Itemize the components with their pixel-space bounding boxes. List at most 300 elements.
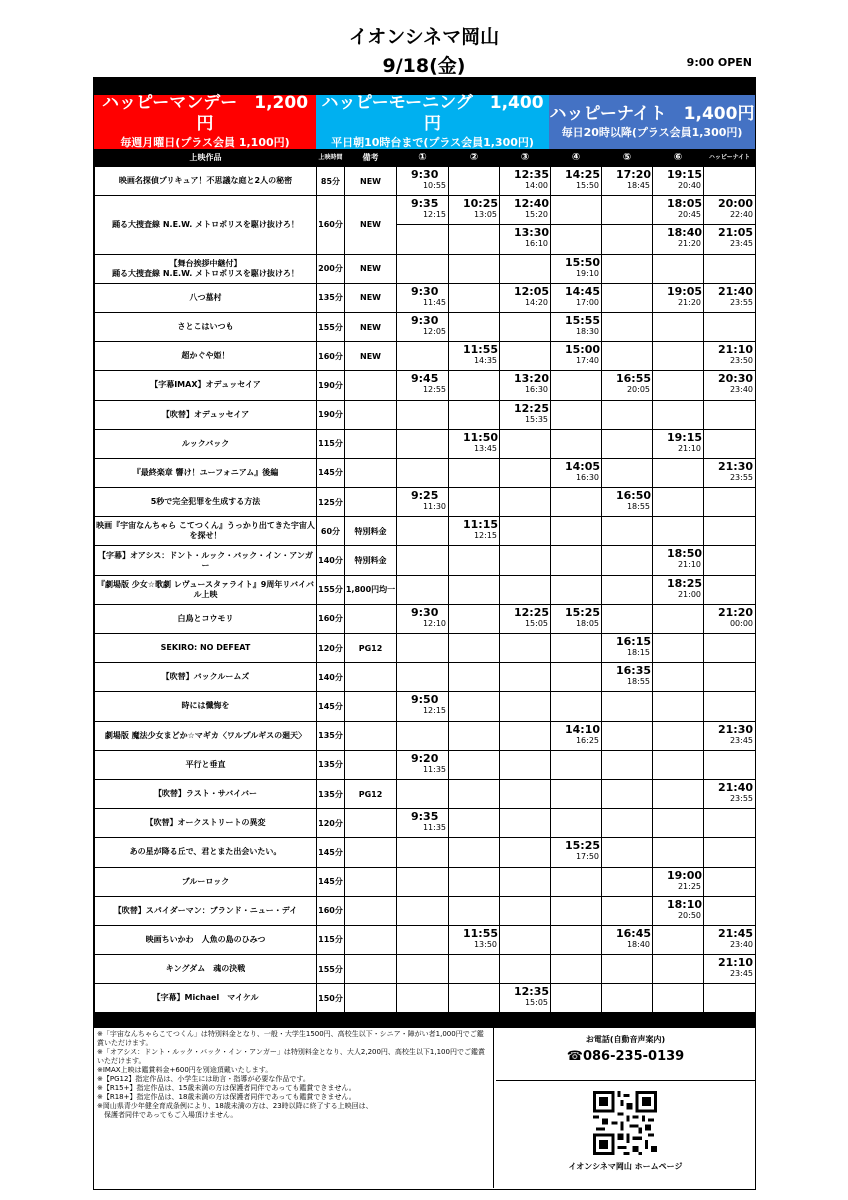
end-time: 23:50 (729, 356, 753, 366)
showtime-cell (551, 779, 602, 808)
start-time: 12:35 (514, 985, 550, 999)
schedule-table (94, 149, 756, 1013)
showtime-cell (704, 312, 756, 341)
showtime-cell[interactable] (551, 721, 602, 750)
showtime-cell (602, 254, 653, 283)
showtime-cell (449, 400, 500, 429)
showtime-cell (602, 400, 653, 429)
showtime-cell (704, 546, 756, 575)
banner-subtitle: 毎週月曜日(プラス会員 1,100円) (120, 136, 290, 149)
movie-note: 特別料金 (345, 546, 397, 575)
showtime-cell (551, 984, 602, 1013)
showtime-cell[interactable] (602, 488, 653, 517)
movie-title: あの星が降る丘で、君とまた出会いたい。 (95, 838, 317, 867)
movie-title: 【吹替】スパイダーマン：ブランド・ニュー・デイ (95, 896, 317, 925)
movie-title: ルックバック (95, 429, 317, 458)
start-time: 16:35 (616, 664, 652, 678)
col-slot-5: ⑤ (602, 150, 653, 167)
end-time: 11:35 (422, 823, 446, 833)
showtime-cell (653, 488, 704, 517)
showtime-cell (449, 692, 500, 721)
end-time: 15:35 (524, 414, 548, 424)
end-time: 12:15 (473, 531, 497, 541)
showtime-cell (602, 312, 653, 341)
table-row (95, 663, 756, 692)
start-time: 14:05 (565, 459, 601, 473)
movie-note: NEW (345, 254, 397, 283)
movie-title: 超かぐや姫！ (95, 342, 317, 371)
showtime-cell[interactable] (602, 925, 653, 954)
movie-runtime: 150分 (317, 984, 345, 1013)
start-time: 17:20 (616, 168, 652, 181)
col-happy-night: ハッピーナイト (704, 150, 756, 167)
start-time: 16:45 (616, 926, 652, 940)
showtime-cell[interactable] (449, 196, 500, 225)
showtime-cell (397, 663, 449, 692)
table-row (95, 196, 756, 225)
showtime-cell (551, 225, 602, 254)
movie-runtime: 145分 (317, 838, 345, 867)
showtime-cell[interactable] (653, 546, 704, 575)
showtime-cell (653, 779, 704, 808)
movie-runtime: 125分 (317, 488, 345, 517)
showtime-cell[interactable] (397, 196, 449, 225)
table-row (95, 779, 756, 808)
movie-title: 劇場版 魔法少女まどか☆マギカ〈ワルプルギスの廻天〉 (95, 721, 317, 750)
movie-note (345, 750, 397, 779)
showtime-cell[interactable] (551, 838, 602, 867)
showtime-cell (449, 546, 500, 575)
showtime-cell (551, 546, 602, 575)
movie-runtime: 120分 (317, 634, 345, 663)
cinema-title: イオンシネマ岡山 (348, 26, 500, 48)
table-row (95, 750, 756, 779)
table-row (95, 429, 756, 458)
movie-title: 『最終楽章 響け！ユーフォニアム』後編 (95, 458, 317, 487)
movie-note: NEW (345, 312, 397, 341)
end-time: 12:15 (422, 706, 446, 716)
table-row (95, 458, 756, 487)
end-time: 23:40 (729, 385, 753, 395)
showtime-cell (602, 867, 653, 896)
showtime-cell[interactable] (653, 283, 704, 312)
showtime-cell (397, 838, 449, 867)
showtime-cell (653, 838, 704, 867)
showtime-cell (449, 867, 500, 896)
movie-runtime: 135分 (317, 750, 345, 779)
showtime-cell (500, 634, 551, 663)
showtime-cell[interactable] (500, 283, 551, 312)
showtime-cell[interactable] (397, 283, 449, 312)
start-time: 15:25 (565, 839, 601, 853)
start-time: 18:40 (667, 226, 703, 240)
showtime-cell (551, 371, 602, 400)
movie-runtime: 115分 (317, 925, 345, 954)
end-time: 18:40 (626, 939, 650, 949)
movie-title: 八つ墓村 (95, 283, 317, 312)
showtime-cell (500, 488, 551, 517)
start-time: 13:20 (514, 372, 550, 386)
showtime-cell[interactable] (397, 371, 449, 400)
start-time: 21:10 (718, 343, 754, 357)
showtime-cell (653, 663, 704, 692)
showtime-cell[interactable] (704, 721, 756, 750)
showtime-cell (551, 634, 602, 663)
table-header-row (95, 150, 756, 167)
showtime-cell[interactable] (704, 196, 756, 225)
banner-title: ハッピーマンデー 1,200円 (101, 93, 309, 134)
showtime-cell (551, 196, 602, 225)
showtime-cell[interactable] (551, 254, 602, 283)
movie-runtime: 135分 (317, 283, 345, 312)
movie-runtime: 85分 (317, 167, 345, 196)
showtime-cell (704, 254, 756, 283)
col-slot-6: ⑥ (653, 150, 704, 167)
price-banners (94, 95, 755, 149)
start-time: 11:15 (463, 518, 499, 532)
start-time: 21:20 (718, 605, 754, 619)
start-time: 12:25 (514, 605, 550, 619)
showtime-cell (500, 809, 551, 838)
end-time: 12:55 (422, 385, 446, 395)
col-note: 備考 (345, 150, 397, 167)
table-row (95, 692, 756, 721)
movie-runtime: 140分 (317, 546, 345, 575)
showtime-cell[interactable] (602, 634, 653, 663)
start-time: 9:35 (411, 197, 439, 211)
movie-runtime: 60分 (317, 517, 345, 546)
showtime-cell[interactable] (704, 342, 756, 371)
showtime-cell (500, 546, 551, 575)
showtime-cell (397, 955, 449, 984)
start-time: 16:50 (616, 489, 652, 503)
showtime-cell (704, 663, 756, 692)
showtime-cell[interactable] (551, 312, 602, 341)
start-time: 19:15 (667, 430, 703, 444)
showtime-cell[interactable] (704, 458, 756, 487)
movie-note (345, 867, 397, 896)
end-time: 14:00 (524, 181, 548, 190)
start-time: 11:55 (463, 926, 499, 940)
movie-title: 【吹替】ラスト・サバイバー (95, 779, 317, 808)
showtime-cell (551, 575, 602, 604)
showtime-cell[interactable] (397, 750, 449, 779)
showtime-cell (704, 896, 756, 925)
showtime-cell (500, 896, 551, 925)
showtime-cell (500, 575, 551, 604)
showtime-cell[interactable] (704, 779, 756, 808)
end-time: 21:25 (677, 881, 701, 891)
movie-runtime: 135分 (317, 779, 345, 808)
showtime-cell[interactable] (449, 925, 500, 954)
end-time: 23:40 (729, 939, 753, 949)
showtime-cell (653, 312, 704, 341)
showtime-cell (500, 955, 551, 984)
showtime-cell[interactable] (653, 196, 704, 225)
showtime-cell (704, 488, 756, 517)
start-time: 12:40 (514, 197, 550, 211)
start-time: 21:40 (718, 780, 754, 794)
showtime-cell (397, 517, 449, 546)
showtime-cell (397, 254, 449, 283)
showtime-cell (704, 429, 756, 458)
showtime-cell (397, 458, 449, 487)
showtime-cell[interactable] (500, 400, 551, 429)
showtime-cell (602, 575, 653, 604)
start-time: 20:30 (718, 372, 754, 386)
schedule-body (95, 167, 756, 1013)
end-time: 19:10 (575, 268, 599, 278)
movie-note: NEW (345, 283, 397, 312)
end-time: 23:45 (729, 239, 753, 249)
showtime-cell[interactable] (653, 867, 704, 896)
start-time: 15:00 (565, 343, 601, 357)
showtime-cell (602, 838, 653, 867)
showtime-cell[interactable] (397, 488, 449, 517)
movie-runtime: 160分 (317, 896, 345, 925)
table-row (95, 809, 756, 838)
banner-happy-monday (94, 95, 316, 149)
showtime-cell[interactable] (397, 809, 449, 838)
start-time: 21:30 (718, 459, 754, 473)
showtime-cell[interactable] (653, 429, 704, 458)
schedule-frame (93, 77, 756, 1014)
showtime-cell (397, 779, 449, 808)
end-time: 18:15 (626, 648, 650, 657)
showtime-cell (704, 838, 756, 867)
showtime-cell (500, 779, 551, 808)
end-time: 17:40 (575, 356, 599, 366)
showtime-cell[interactable] (653, 225, 704, 254)
movie-note (345, 838, 397, 867)
end-time: 21:20 (677, 239, 701, 249)
showtime-cell[interactable] (500, 225, 551, 254)
start-time: 15:55 (565, 313, 601, 327)
showtime-cell[interactable] (653, 575, 704, 604)
showtime-cell[interactable] (653, 896, 704, 925)
end-time: 18:30 (575, 326, 599, 336)
showtime-cell (397, 984, 449, 1013)
movie-runtime: 160分 (317, 342, 345, 371)
qr-box (496, 1081, 755, 1189)
col-title: 上映作品 (95, 150, 317, 167)
banner-happy-night (549, 95, 755, 149)
movie-title: ブルーロック (95, 867, 317, 896)
phone-number[interactable]: ☎086-235-0139 (566, 1049, 685, 1064)
movie-note (345, 721, 397, 750)
showtime-cell (704, 634, 756, 663)
showtime-cell (500, 867, 551, 896)
showtime-cell[interactable] (704, 604, 756, 633)
showtime-cell[interactable] (551, 458, 602, 487)
showtime-cell (602, 809, 653, 838)
table-row (95, 167, 756, 196)
end-time: 14:20 (524, 297, 548, 307)
note-line: 保護者同伴であってもご入場頂けません。 (97, 1111, 238, 1119)
movie-note: 特別料金 (345, 517, 397, 546)
showtime-cell[interactable] (602, 167, 653, 196)
showtime-cell (449, 838, 500, 867)
showtime-cell (449, 721, 500, 750)
showtime-cell (449, 955, 500, 984)
showtime-cell[interactable] (500, 604, 551, 633)
showtime-cell (653, 692, 704, 721)
start-time: 19:00 (667, 868, 703, 882)
end-time: 15:50 (575, 181, 599, 190)
showtime-cell (551, 517, 602, 546)
end-time: 21:10 (677, 560, 701, 570)
showtime-cell (551, 400, 602, 429)
start-time: 14:10 (565, 722, 601, 736)
end-time: 12:05 (422, 326, 446, 336)
showtime-cell (704, 517, 756, 546)
showtime-cell (397, 867, 449, 896)
end-time: 16:25 (575, 735, 599, 745)
end-time: 20:50 (677, 910, 701, 920)
end-time: 23:55 (729, 472, 753, 482)
showtime-cell (653, 925, 704, 954)
table-row (95, 955, 756, 984)
qr-label: イオンシネマ岡山 ホームページ (568, 1162, 683, 1171)
table-row (95, 517, 756, 546)
showtime-cell[interactable] (500, 371, 551, 400)
showtime-cell (397, 575, 449, 604)
showtime-cell (397, 721, 449, 750)
showtime-cell (449, 488, 500, 517)
showtime-cell[interactable] (397, 167, 449, 196)
movie-title: 【吹替】オークストリートの異変 (95, 809, 317, 838)
movie-note (345, 692, 397, 721)
open-time: 9:00 OPEN (686, 56, 752, 69)
end-time: 20:40 (677, 181, 701, 190)
showtime-cell[interactable] (602, 663, 653, 692)
showtime-cell[interactable] (704, 283, 756, 312)
showtime-cell (704, 750, 756, 779)
movie-title: 【字幕】Michael マイケル (95, 984, 317, 1013)
start-time: 14:45 (565, 284, 601, 298)
showtime-cell[interactable] (449, 517, 500, 546)
showtime-cell (551, 429, 602, 458)
showtime-cell (449, 896, 500, 925)
movie-note (345, 458, 397, 487)
showtime-cell[interactable] (653, 167, 704, 196)
showtime-cell (397, 546, 449, 575)
showtime-cell (653, 809, 704, 838)
movie-note: 1,800円均一 (345, 575, 397, 604)
showtime-cell (653, 604, 704, 633)
movie-title: 平行と垂直 (95, 750, 317, 779)
movie-runtime: 160分 (317, 604, 345, 633)
showtime-cell[interactable] (704, 225, 756, 254)
start-time: 18:25 (667, 576, 703, 590)
showtime-cell[interactable] (449, 342, 500, 371)
showtime-cell[interactable] (397, 604, 449, 633)
showtime-cell (602, 546, 653, 575)
end-time: 23:55 (729, 793, 753, 803)
end-time: 14:35 (473, 356, 497, 366)
end-time: 16:10 (524, 239, 548, 249)
showtime-cell (653, 400, 704, 429)
showtime-cell[interactable] (449, 429, 500, 458)
col-slot-2: ② (449, 150, 500, 167)
showtime-cell (500, 692, 551, 721)
table-row (95, 925, 756, 954)
movie-note: NEW (345, 342, 397, 371)
contact-box (496, 1028, 755, 1081)
showtime-cell (397, 342, 449, 371)
start-time: 9:30 (411, 284, 439, 298)
table-row (95, 896, 756, 925)
qr-code-icon[interactable] (593, 1091, 657, 1155)
movie-note (345, 809, 397, 838)
showtime-cell[interactable] (704, 925, 756, 954)
start-time: 9:25 (411, 489, 439, 503)
movie-title: 映画ちいかわ 人魚の島のひみつ (95, 925, 317, 954)
start-time: 18:10 (667, 897, 703, 911)
showtime-cell (602, 779, 653, 808)
showtime-cell[interactable] (704, 955, 756, 984)
showtime-cell[interactable] (551, 283, 602, 312)
table-row (95, 867, 756, 896)
showtime-cell (449, 283, 500, 312)
showtime-cell (449, 167, 500, 196)
showtime-cell (551, 488, 602, 517)
end-time: 13:45 (473, 443, 497, 453)
showtime-cell (602, 984, 653, 1013)
footer-black-bar (94, 1013, 755, 1028)
showtime-cell (602, 750, 653, 779)
showtime-cell[interactable] (551, 342, 602, 371)
showtime-cell (602, 955, 653, 984)
showtime-cell (449, 779, 500, 808)
showtime-cell[interactable] (602, 371, 653, 400)
movie-title: 【字幕IMAX】オデュッセイア (95, 371, 317, 400)
start-time: 15:50 (565, 255, 601, 269)
showtime-cell[interactable] (500, 984, 551, 1013)
showtime-cell[interactable] (397, 692, 449, 721)
showtime-cell[interactable] (500, 196, 551, 225)
showtime-cell (449, 254, 500, 283)
phone-label: お電話(自動音声案内) (585, 1035, 666, 1044)
showtime-cell[interactable] (397, 312, 449, 341)
showtime-cell[interactable] (704, 371, 756, 400)
showtime-cell (653, 458, 704, 487)
banner-happy-morning (316, 95, 549, 149)
end-time: 10:55 (422, 181, 446, 190)
showtime-cell (449, 458, 500, 487)
table-row (95, 984, 756, 1013)
showtime-cell (602, 283, 653, 312)
col-slot-1: ① (397, 150, 449, 167)
showtime-cell[interactable] (500, 167, 551, 196)
movie-title: 【吹替】オデュッセイア (95, 400, 317, 429)
showtime-cell (653, 254, 704, 283)
note-line: ※IMAX上映は鑑賞料金+600円を別途頂戴いたします。 (97, 1066, 273, 1074)
showtime-cell (449, 575, 500, 604)
start-time: 9:45 (411, 372, 439, 386)
start-time: 10:25 (463, 197, 499, 211)
showtime-cell (500, 750, 551, 779)
start-time: 12:05 (514, 284, 550, 298)
showtime-cell (449, 984, 500, 1013)
start-time: 12:25 (514, 401, 550, 415)
start-time: 11:55 (463, 343, 499, 357)
end-time: 18:05 (575, 618, 599, 628)
showtime-cell (551, 896, 602, 925)
showtime-cell[interactable] (551, 604, 602, 633)
showtime-cell[interactable] (551, 167, 602, 196)
table-row (95, 283, 756, 312)
